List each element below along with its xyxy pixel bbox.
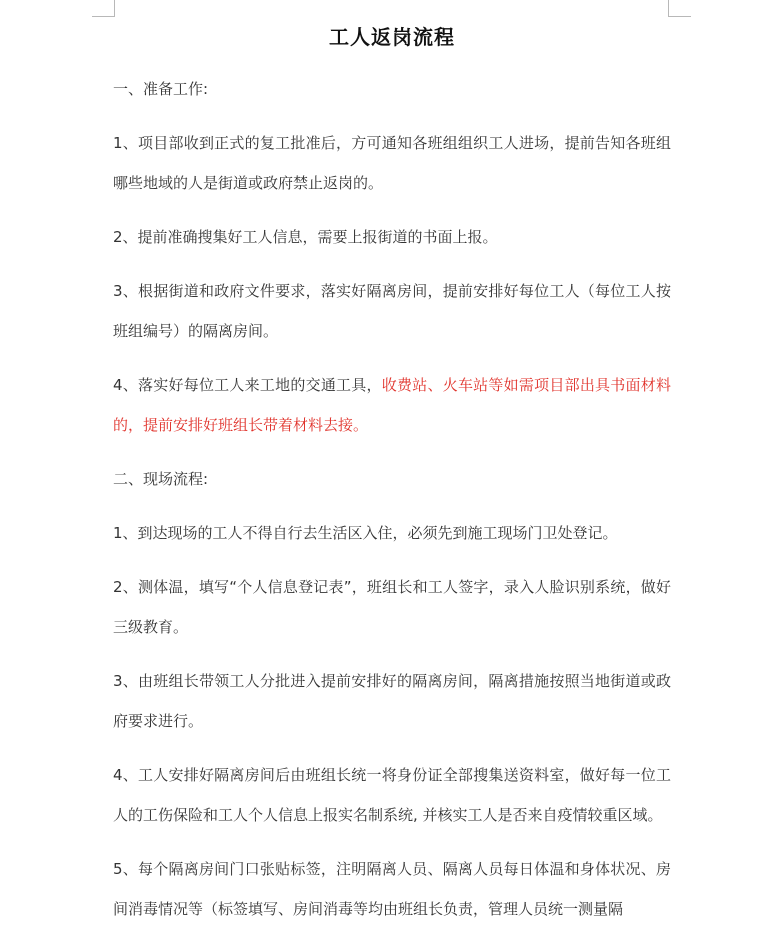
paragraph-onsite-2 (113, 567, 671, 647)
paragraph-onsite-4 (113, 755, 671, 835)
paragraph-prep-2 (113, 217, 671, 257)
paragraph-onsite-3 (113, 661, 671, 741)
document-page (113, 0, 671, 943)
document-body (113, 69, 671, 929)
paragraph-text: 2、测体温，填写“个人信息登记表”，班组长和工人签字，录入人脸识别系统，做好三级教育。 (113, 578, 671, 636)
paragraph-text: 一、准备工作: (113, 80, 209, 98)
paragraph-text: 二、现场流程: (113, 470, 209, 488)
section-heading-preparation (113, 69, 671, 109)
paragraph-prep-1 (113, 123, 671, 203)
paragraph-prep-3 (113, 271, 671, 351)
page-margin-mark-top-right (668, 0, 691, 17)
paragraph-text: 3、根据街道和政府文件要求，落实好隔离房间，提前安排好每位工人（每位工人按班组编号）的隔离房间。 (113, 282, 671, 340)
paragraph-text: 1、到达现场的工人不得自行去生活区入住，必须先到施工现场门卫处登记。 (113, 524, 618, 542)
section-heading-onsite (113, 459, 671, 499)
paragraph-onsite-5 (113, 849, 671, 929)
paragraph-text: 3、由班组长带领工人分批进入提前安排好的隔离房间，隔离措施按照当地街道或政府要求进行。 (113, 672, 671, 730)
paragraph-onsite-1 (113, 513, 671, 553)
paragraph-prep-4 (113, 365, 671, 445)
paragraph-text: 5、每个隔离房间门口张贴标签，注明隔离人员、隔离人员每日体温和身体状况、房间消毒情况等（标签填写、房间消毒等均由班组长负责，管理人员统一测量隔 (113, 860, 671, 918)
highlighted-text: 收费站、火车站等如需项目部出具书面材料的，提前安排好班组长带着材料去接。 (113, 376, 671, 434)
paragraph-text: 1、项目部收到正式的复工批准后，方可通知各班组组织工人进场，提前告知各班组哪些地域的人是街道或政府禁止返岗的。 (113, 134, 671, 192)
document-title: 工人返岗流程 (329, 25, 455, 49)
paragraph-text: 2、提前准确搜集好工人信息，需要上报街道的书面上报。 (113, 228, 498, 246)
page-margin-mark-top-left (92, 0, 115, 17)
paragraph-text: 4、落实好每位工人来工地的交通工具， (113, 376, 382, 394)
paragraph-text: 4、工人安排好隔离房间后由班组长统一将身份证全部搜集送资料室，做好每一位工人的工伤保险和工人个人信息上报实名制系统, 并核实工人是否来自疫情较重区域。 (113, 766, 671, 824)
